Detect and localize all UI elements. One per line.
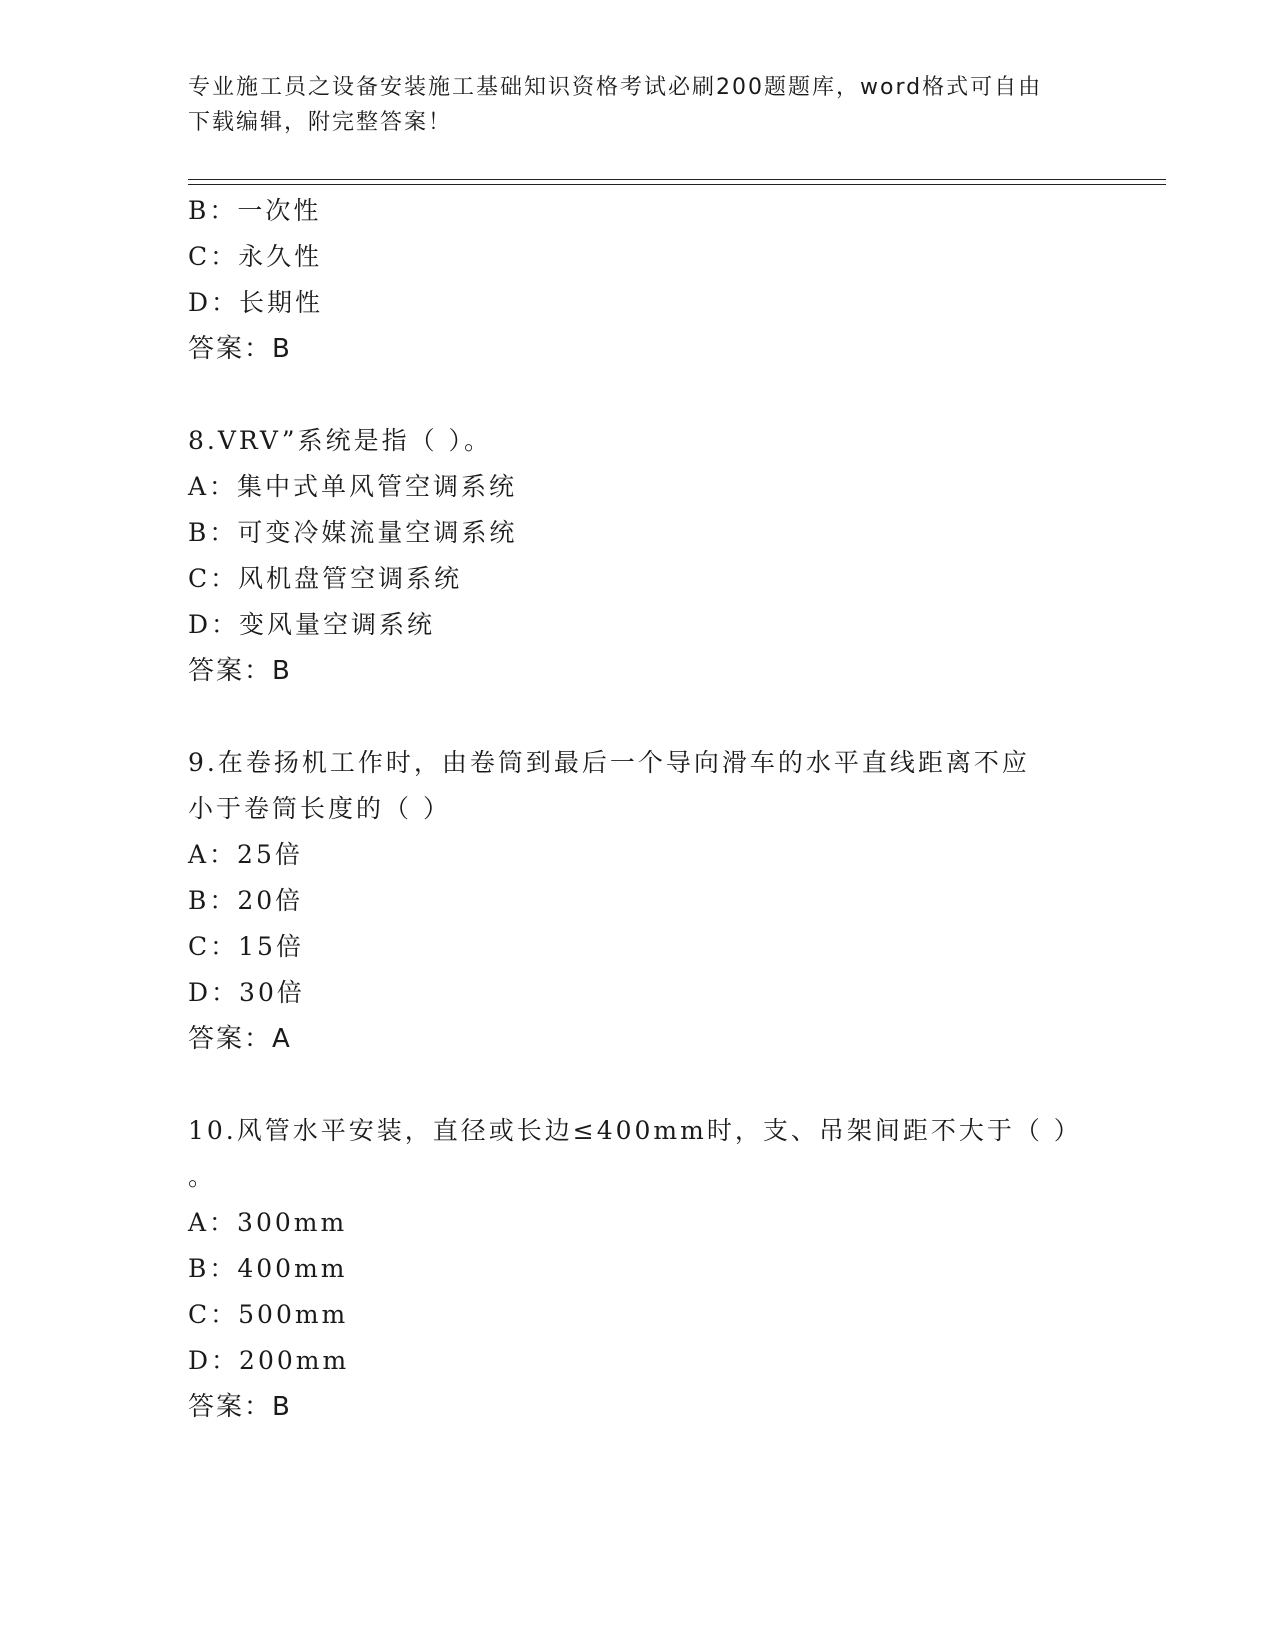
option-a: A：25倍 bbox=[188, 840, 303, 869]
answer-line: 答案：B bbox=[188, 1392, 292, 1422]
option-b: B：20倍 bbox=[188, 886, 304, 915]
spacer bbox=[188, 1062, 1088, 1108]
answer-line: 答案：B bbox=[188, 656, 292, 686]
question-9 bbox=[188, 740, 1088, 1062]
header-rule-top bbox=[188, 179, 1166, 180]
question-stem: 8.VRV”系统是指（ ）。 bbox=[188, 426, 493, 455]
option-b: B：一次性 bbox=[188, 196, 322, 225]
header-title-line-2: 下载编辑，附完整答案！ bbox=[188, 110, 453, 135]
option-a: A：集中式单风管空调系统 bbox=[188, 472, 518, 501]
header-rule-bottom bbox=[188, 184, 1166, 185]
spacer bbox=[188, 694, 1088, 740]
question-stem-line-2: 小于卷筒长度的（ ） bbox=[188, 794, 451, 823]
option-a: A：300mm bbox=[188, 1208, 348, 1237]
document-body bbox=[188, 188, 1088, 1430]
answer-line: 答案：B bbox=[188, 334, 292, 364]
question-7-continued bbox=[188, 188, 1088, 372]
option-b: B：可变冷媒流量空调系统 bbox=[188, 518, 518, 547]
option-c: C：500mm bbox=[188, 1300, 349, 1329]
question-8 bbox=[188, 418, 1088, 694]
option-c: C：永久性 bbox=[188, 242, 323, 271]
option-b: B：400mm bbox=[188, 1254, 348, 1283]
spacer bbox=[188, 372, 1088, 418]
header-title-line-1: 专业施工员之设备安装施工基础知识资格考试必刷200题题库，word格式可自由 bbox=[188, 75, 1043, 100]
option-c: C：15倍 bbox=[188, 932, 304, 961]
question-stem-line-1: 10.风管水平安装，直径或长边≤400mm时，支、吊架间距不大于（ ） bbox=[188, 1116, 1082, 1145]
question-stem-line-2: 。 bbox=[188, 1162, 217, 1191]
option-d: D：长期性 bbox=[188, 288, 324, 317]
question-stem-line-1: 9.在卷扬机工作时，由卷筒到最后一个导向滑车的水平直线距离不应 bbox=[188, 748, 1030, 777]
option-d: D：200mm bbox=[188, 1346, 350, 1375]
option-d: D：30倍 bbox=[188, 978, 305, 1007]
option-d: D：变风量空调系统 bbox=[188, 610, 436, 639]
document-header bbox=[188, 70, 1068, 140]
option-c: C：风机盘管空调系统 bbox=[188, 564, 463, 593]
question-10 bbox=[188, 1108, 1088, 1430]
answer-line: 答案：A bbox=[188, 1024, 292, 1054]
